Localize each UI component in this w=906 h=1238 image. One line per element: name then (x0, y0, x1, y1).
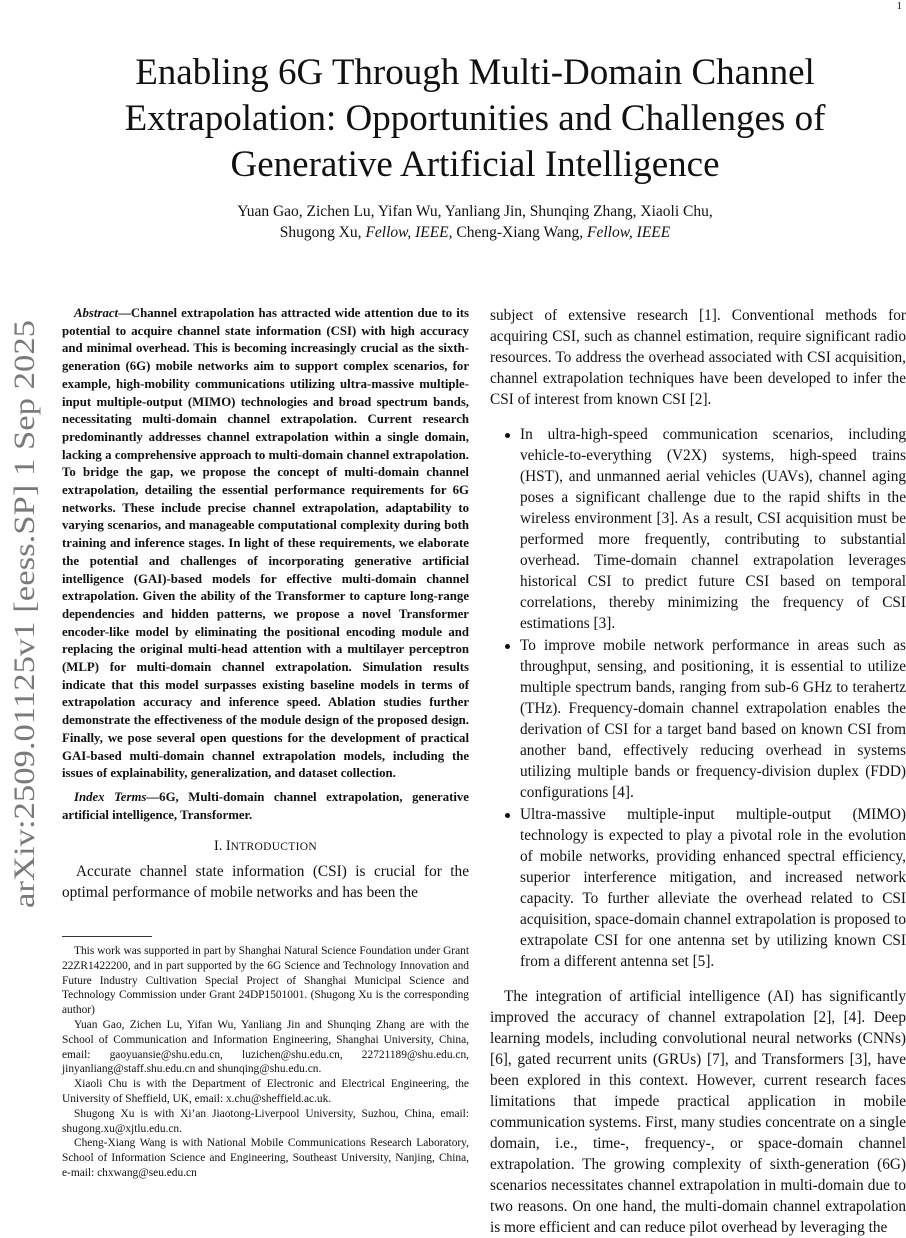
bullet-item-space-domain: Ultra-massive multiple-input multiple-output (MIMO) technology is expected to play a pivotal role in the evolution of mobile networks, providing enhanced spectral efficiency, superior interference mitigation, and increased network capacity. To further alleviate the overhead related to CSI acquisition, space-domain channel extrapolation is proposed to extrapolate CSI for one antenna set by utilizing known CSI from a different antenna set [5]. (490, 804, 906, 972)
footnote: Yuan Gao, Zichen Lu, Yifan Wu, Yanliang Jin and Shunqing Zhang are with the School of Communication and Information Engineering, Shanghai University, China, email: gaoyuansie@shu.edu.cn, luzichen@shu.edu.cn, 22721189@shu.edu.cn, jinyanliang@staff.shu.edu.cn and shunqing@shu.edu.cn. (62, 1018, 469, 1076)
page-number: 1 (896, 0, 902, 12)
ai-integration-paragraph: The integration of artificial intelligence (AI) has significantly improved the accuracy of channel extrapolation [2], [4]. Deep learning models, including convolutional neural networks (CNNs) [6], gated recurrent units (GRUs) [7], and Transformers [3], have been explored in this context. However, current research faces limitations that impede practical application in mobile communication systems. First, many studies concentrate on a single domain, i.e., time-, frequency-, or space-domain channel extrapolation. The growing complexity of sixth-generation (6G) scenarios necessitates channel extrapolation in multi-domain due to two reasons. On one hand, the multi-domain channel extrapolation is more efficient and can reduce pilot overhead by leveraging the (490, 988, 906, 1236)
index-terms-label: Index Terms (74, 789, 147, 804)
bullet-item-frequency-domain: To improve mobile network performance in areas such as throughput, sensing, and positioning, it is essential to utilize multiple spectrum bands, ranging from sub-6 GHz to terahertz (THz). Frequency-domain channel extrapolation enables the derivation of CSI for a target band based on known CSI from another band, effectively reducing overhead in systems utilizing multiple bands or frequency-division duplex (FDD) configurations [4]. (490, 635, 906, 803)
authors-line-2 (60, 222, 890, 243)
bullet-dot-icon (505, 813, 510, 818)
bullet-dot-icon (505, 644, 510, 649)
bullet-list (490, 424, 906, 972)
title-line: Generative Artificial Intelligence (230, 144, 720, 185)
author-title: Fellow, IEEE (365, 224, 449, 241)
footnote: Xiaoli Chu is with the Department of Electronic and Electrical Engineering, the University of Sheffield, UK, email: x.chu@sheffield.ac.uk. (62, 1078, 469, 1105)
author-title: Fellow, IEEE (587, 224, 671, 241)
footnote-divider (62, 936, 152, 937)
footnote: This work was supported in part by Shanghai Natural Science Foundation under Grant 22ZR1422200, and in part supported by the 6G Science and Technology Innovation and Future Industry Cultivation Special Project of Shanghai Municipal Science and Technology Commission under Grant 24DP1501001. (Shugong Xu is the corresponding author) (62, 945, 469, 1017)
index-terms-text: —6G, Multi-domain channel extrapolation, generative artificial intelligence, Transformer. (62, 789, 469, 822)
author-list (60, 201, 890, 243)
section-heading-introduction: I. INTRODUCTION (214, 838, 317, 855)
arxiv-stamp-text: arXiv:2509.01125v1 [eess.SP] 1 Sep 2025 (8, 399, 41, 908)
right-column (490, 305, 906, 1238)
intro-continued-paragraph: subject of extensive research [1]. Conventional methods for acquiring CSI, such as channel estimation, require significant radio resources. To address the overhead associated with CSI acquisition, channel extrapolation techniques have been developed to infer the CSI of interest from known CSI [2]. (490, 307, 906, 408)
abstract-label: Abstract (74, 306, 119, 320)
authors-line-1: Yuan Gao, Zichen Lu, Yifan Wu, Yanliang Jin, Shunqing Zhang, Xiaoli Chu, (237, 203, 713, 220)
left-column (62, 305, 469, 903)
intro-paragraph: Accurate channel state information (CSI) is crucial for the optimal performance of mobile networks and has been the (62, 863, 469, 902)
abstract-text: —Channel extrapolation has attracted wide attention due to its potential to acquire channel state information (CSI) with high accuracy and minimal overhead. This is becoming increasingly crucial as the sixth-generation (6G) mobile networks aim to support complex scenarios, for example, high-mobility communications utilizing ultra-massive multiple-input multiple-output (MIMO) technologies and broad spectrum bands, necessitating multi-domain channel extrapolation. Current research predominantly addresses channel extrapolation within a single domain, lacking a comprehensive approach to multi-domain channel extrapolation. To bridge the gap, we propose the concept of multi-domain channel extrapolation, detailing the essential performance requirements for 6G networks. These include precise channel extrapolation, adaptability to varying scenarios, and manageable computational complexity during both training and inference stages. In light of these requirements, we elaborate the potential and challenges of incorporating generative artificial intelligence (GAI)-based models for effective multi-domain channel extrapolation. Given the ability of the Transformer to capture long-range dependencies and hidden patterns, we propose a novel Transformer encoder-like model by eliminating the positional encoding module and replacing the original multi-head attention with a multilayer perceptron (MLP) for multi-domain channel extrapolation. Simulation results indicate that this model surpasses existing baseline models in terms of extrapolation accuracy and inference speed. Ablation studies further demonstrate the effectiveness of the module design of the proposed design. Finally, we pose several open questions for the development of practical GAI-based multi-domain channel extrapolation models, including the issues of explainability, generalization, and dataset collection. (62, 306, 469, 781)
footnote: Shugong Xu is with Xi’an Jiaotong-Liverpool University, Suzhou, China, email: shugong.xu@xjtlu.edu.cn. (62, 1107, 469, 1135)
abstract (62, 305, 469, 783)
title-line: Enabling 6G Through Multi-Domain Channel (135, 52, 815, 93)
footnote: Cheng-Xiang Wang is with National Mobile Communications Research Laboratory, School of Information Science and Engineering, Southeast University, Nanjing, China, e-mail: chxwang@seu.edu.cn (62, 1137, 469, 1179)
bullet-dot-icon (505, 433, 510, 438)
bullet-item-time-domain: In ultra-high-speed communication scenarios, including vehicle-to-everything (V2X) systems, high-speed trains (HST), and unmanned aerial vehicles (UAVs), channel aging poses a significant challenge due to the rapid shifts in the wireless environment [3]. As a result, CSI acquisition must be performed more frequently, contributing to substantial overhead. Time-domain channel extrapolation leverages historical CSI to predict future CSI based on temporal correlations, thereby minimizing the frequency of CSI estimations [3]. (490, 424, 906, 634)
arxiv-stamp (4, 318, 42, 908)
index-terms (62, 789, 469, 824)
footnotes (62, 944, 469, 1181)
author-name: Shugong Xu, (279, 224, 366, 241)
author-name: , Cheng-Xiang Wang, (448, 224, 588, 241)
paper-title (60, 50, 890, 188)
title-line: Extrapolation: Opportunities and Challenges of (124, 98, 826, 139)
